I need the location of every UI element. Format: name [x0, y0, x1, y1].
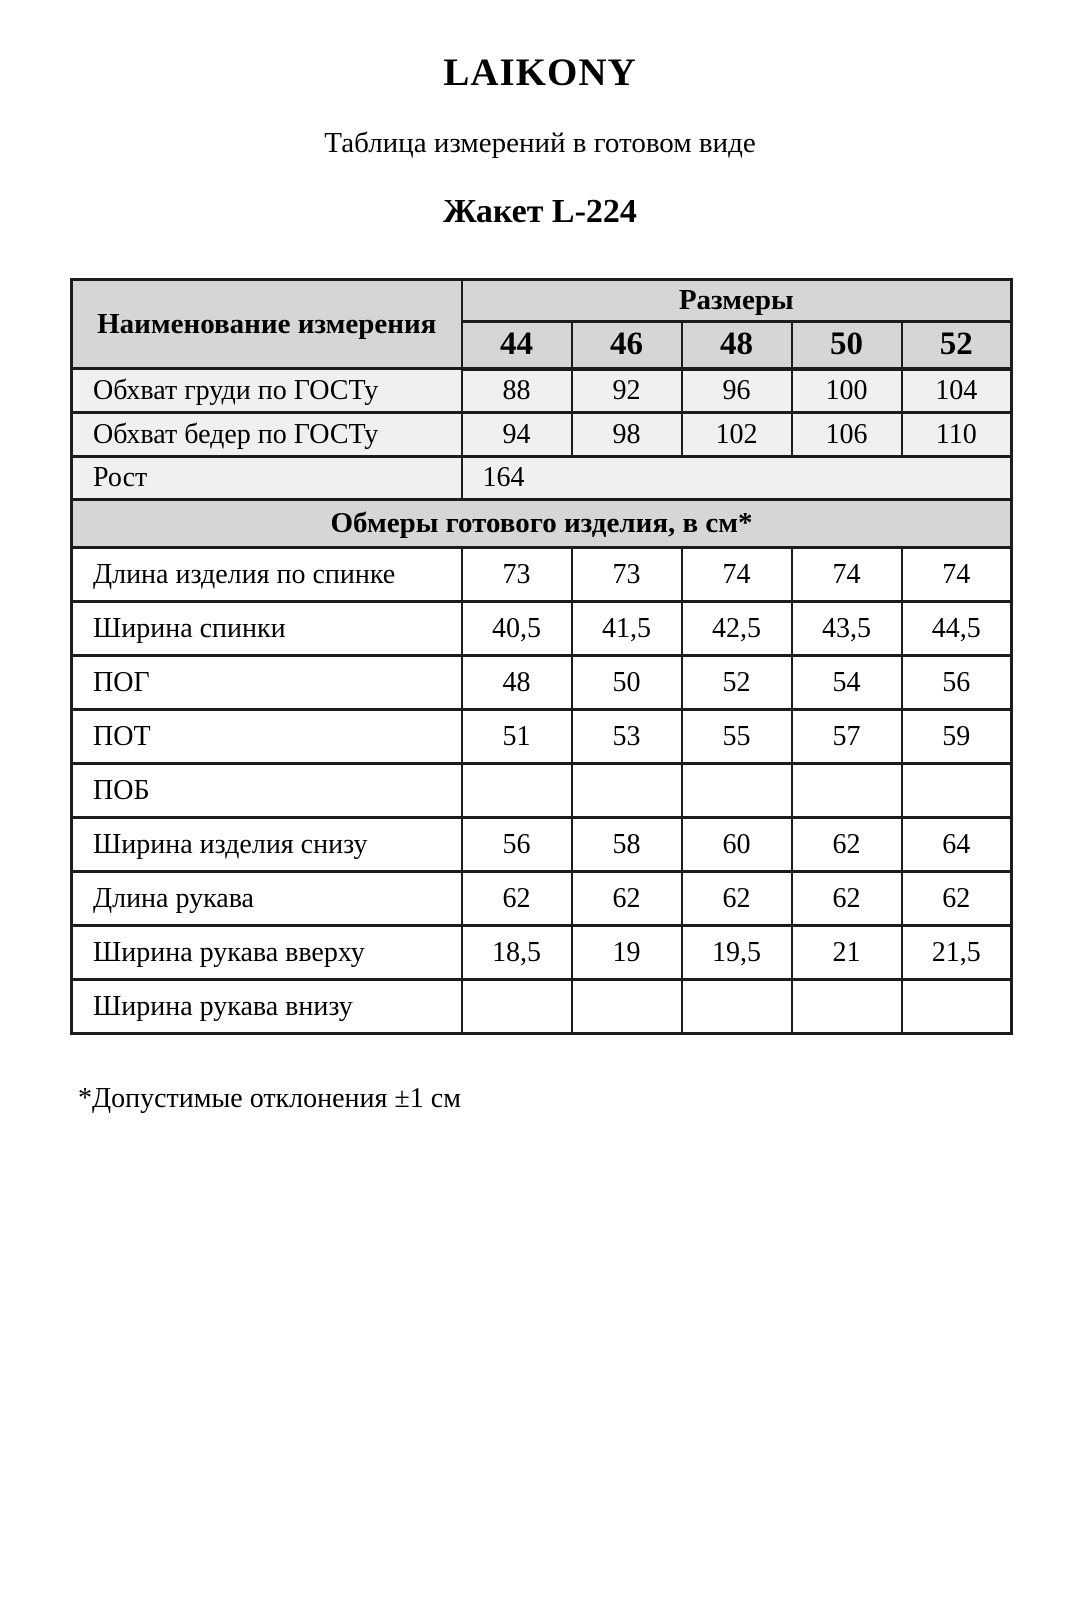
- measurements-table: [70, 278, 1013, 1035]
- size-column-header: 48: [682, 322, 792, 369]
- document-subtitle: Таблица измерений в готовом виде: [324, 127, 756, 159]
- cell-value: 74: [902, 548, 1012, 602]
- cell-value: 57: [792, 710, 902, 764]
- table-row: [72, 710, 1012, 764]
- table-row-rost: [72, 457, 1012, 500]
- cell-value: 74: [682, 548, 792, 602]
- cell-value: 43,5: [792, 602, 902, 656]
- cell-value: 53: [572, 710, 682, 764]
- size-column-header: 44: [462, 322, 572, 369]
- cell-value: 60: [682, 818, 792, 872]
- cell-value: 59: [902, 710, 1012, 764]
- cell-value: 41,5: [572, 602, 682, 656]
- cell-value: [682, 764, 792, 818]
- cell-value: 54: [792, 656, 902, 710]
- section-header-cell: Обмеры готового изделия, в см*: [72, 500, 1012, 548]
- cell-value: 42,5: [682, 602, 792, 656]
- cell-value: 102: [682, 413, 792, 457]
- cell-value: 94: [462, 413, 572, 457]
- cell-value: 104: [902, 369, 1012, 413]
- cell-value: 21,5: [902, 926, 1012, 980]
- cell-value: 52: [682, 656, 792, 710]
- cell-value: 44,5: [902, 602, 1012, 656]
- cell-value: 106: [792, 413, 902, 457]
- table-header-row: [72, 280, 1012, 322]
- row-label: Обхват груди по ГОСТу: [72, 369, 462, 413]
- table-row: [72, 369, 1012, 413]
- cell-value: 74: [792, 548, 902, 602]
- table-row: [72, 548, 1012, 602]
- cell-value: 98: [572, 413, 682, 457]
- cell-value: [902, 764, 1012, 818]
- row-label: ПОБ: [72, 764, 462, 818]
- cell-value: 62: [902, 872, 1012, 926]
- cell-value: [682, 980, 792, 1034]
- cell-value: 62: [572, 872, 682, 926]
- cell-value: 62: [462, 872, 572, 926]
- cell-value: 62: [792, 818, 902, 872]
- section-header-row: [72, 500, 1012, 548]
- cell-value: 64: [902, 818, 1012, 872]
- cell-value: [792, 764, 902, 818]
- cell-value: 50: [572, 656, 682, 710]
- row-label: Ширина спинки: [72, 602, 462, 656]
- row-label: Ширина рукава вверху: [72, 926, 462, 980]
- cell-value: 19,5: [682, 926, 792, 980]
- footnote: *Допустимые отклонения ±1 см: [78, 1083, 461, 1114]
- table-row: [72, 818, 1012, 872]
- row-label: ПОТ: [72, 710, 462, 764]
- cell-value: 100: [792, 369, 902, 413]
- table-row: [72, 872, 1012, 926]
- cell-value: 73: [462, 548, 572, 602]
- size-column-header: 50: [792, 322, 902, 369]
- row-label: ПОГ: [72, 656, 462, 710]
- cell-value: 58: [572, 818, 682, 872]
- cell-value: 19: [572, 926, 682, 980]
- cell-value: 55: [682, 710, 792, 764]
- row-label: Обхват бедер по ГОСТу: [72, 413, 462, 457]
- size-column-header: 52: [902, 322, 1012, 369]
- cell-value: 62: [792, 872, 902, 926]
- cell-value: 92: [572, 369, 682, 413]
- table-row: [72, 926, 1012, 980]
- cell-value: [572, 764, 682, 818]
- cell-value: 56: [902, 656, 1012, 710]
- table-row: [72, 764, 1012, 818]
- row-label: Ширина изделия снизу: [72, 818, 462, 872]
- brand-title: LAIKONY: [443, 51, 637, 94]
- cell-value: 164: [462, 457, 1012, 500]
- cell-value: [462, 980, 572, 1034]
- name-header-cell: Наименование измерения: [72, 280, 462, 369]
- cell-value: [572, 980, 682, 1034]
- cell-value: [792, 980, 902, 1034]
- cell-value: 40,5: [462, 602, 572, 656]
- row-label: Ширина рукава внизу: [72, 980, 462, 1034]
- sizes-header-cell: Размеры: [462, 280, 1012, 322]
- cell-value: 51: [462, 710, 572, 764]
- table-row: [72, 602, 1012, 656]
- row-label: Длина рукава: [72, 872, 462, 926]
- cell-value: 73: [572, 548, 682, 602]
- cell-value: 62: [682, 872, 792, 926]
- cell-value: 88: [462, 369, 572, 413]
- cell-value: 56: [462, 818, 572, 872]
- row-label: Длина изделия по спинке: [72, 548, 462, 602]
- cell-value: 96: [682, 369, 792, 413]
- table-row: [72, 656, 1012, 710]
- cell-value: 18,5: [462, 926, 572, 980]
- table-row: [72, 413, 1012, 457]
- cell-value: [902, 980, 1012, 1034]
- cell-value: 48: [462, 656, 572, 710]
- cell-value: 21: [792, 926, 902, 980]
- table-row: [72, 980, 1012, 1034]
- row-label: Рост: [72, 457, 462, 500]
- product-title: Жакет L-224: [443, 193, 637, 230]
- size-column-header: 46: [572, 322, 682, 369]
- cell-value: [462, 764, 572, 818]
- cell-value: 110: [902, 413, 1012, 457]
